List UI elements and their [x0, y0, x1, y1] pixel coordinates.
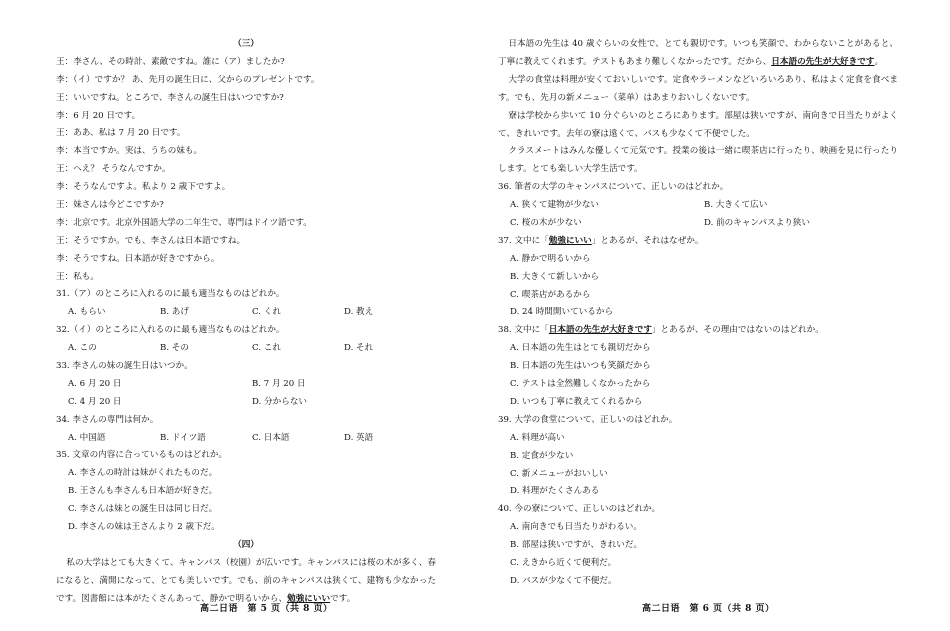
question-stem — [498, 322, 898, 340]
stem-text: 」とあるが、それはなぜか。 — [591, 235, 704, 246]
underlined-phrase: 日本語の先生が大好きです — [771, 56, 875, 67]
option-a: A. もらい — [68, 307, 106, 318]
option-d: D. 李さんの妹は王さんより 2 歳下だ。 — [68, 522, 220, 533]
option-c: C. 李さんは妹との誕生日は同じ日だ。 — [68, 504, 218, 515]
dialog-line: 王：李さん、その時計、素敵ですね。誰に（ア）ましたか? — [56, 56, 285, 67]
page-footer-left: 高二日语 第 5 页（共 8 页） — [200, 604, 333, 614]
dialog-line: 王：妹さんは今どこですか? — [56, 200, 164, 211]
dialog-line: 李：そうですね。日本語が好きですから。 — [56, 253, 220, 264]
dialog-line: 王：ああ、私は 7 月 20 日です。 — [56, 128, 186, 139]
option-b: B. ドイツ語 — [160, 432, 206, 443]
option-c: C. これ — [252, 343, 281, 354]
passage-paragraph — [498, 36, 898, 72]
dialog-line: 王：いいですね。ところで、李さんの誕生日はいつですか? — [56, 92, 284, 103]
option-d: D. それ — [344, 343, 374, 354]
option-a: A. 静かで明るいから — [510, 253, 591, 264]
question-stem: 34. 李さんの専門は何か。 — [56, 414, 159, 425]
page-footer-right: 高二日语 第 6 页（共 8 页） — [642, 604, 775, 614]
question-stem: 36. 筆者の大学のキャンパスについて、正しいのはどれか。 — [498, 182, 729, 193]
question-31 — [56, 286, 436, 322]
option-a: A. 中国語 — [68, 432, 106, 443]
option-a: A. 南向きでも日当たりがわるい。 — [510, 522, 642, 533]
option-d: D. 24 時間開いているから — [510, 307, 614, 318]
section-4-title: （四） — [233, 539, 259, 550]
option-b: B. あげ — [160, 307, 189, 318]
options-row — [56, 340, 436, 358]
question-39 — [498, 412, 898, 501]
option-c: C. えきから近くて便利だ。 — [510, 557, 617, 568]
stem-text: 」とあるが、その理由ではないのはどれか。 — [651, 325, 824, 336]
option-a: A. 日本語の先生はとても親切だから — [510, 343, 651, 354]
passage-paragraph: クラスメートはみんな優しくて元気です。授業の後は一緒に喫茶店に行ったり、映画を見に行ったりします。とても楽しい大学生活です。 — [498, 146, 898, 175]
dialog — [56, 54, 436, 287]
question-stem: 31.（ア）のところに入れるのに最も適当なものはどれか。 — [56, 289, 285, 300]
question-35 — [56, 447, 436, 536]
option-b: B. 部屋は狭いですが、きれいだ。 — [510, 540, 643, 551]
dialog-line: 王：へえ？ そうなんですか。 — [56, 164, 171, 175]
dialog-line: 王：そうですか。でも、李さんは日本語ですね。 — [56, 235, 246, 246]
question-34 — [56, 412, 436, 448]
option-a: A. 料理が高い — [510, 432, 565, 443]
option-b: B. 7 月 20 日 — [252, 378, 306, 389]
dialog-line: 李：6 月 20 日です。 — [56, 110, 141, 121]
option-a: A. 李さんの時計は妹がくれたものだ。 — [68, 468, 218, 479]
right-page — [498, 36, 898, 591]
option-d: D. バスが少なくて不便だ。 — [510, 575, 617, 586]
option-d: D. 分からない — [252, 396, 308, 407]
passage-paragraph: 大学の食堂は料理が安くておいしいです。定食やラーメンなどいろいろあり、私はよく定食を食べます。でも、先月の新メニュー（菜单）はあまりおいしくないです。 — [498, 74, 898, 103]
option-b: B. 大きくて広い — [704, 200, 768, 211]
option-c: C. 新メニューがおいしい — [510, 468, 608, 479]
options-row — [56, 376, 436, 394]
option-b: B. 王さんも李さんも日本語が好きだ。 — [68, 486, 218, 497]
underlined-phrase: 勉強にいい — [287, 593, 331, 604]
options-row — [498, 197, 898, 215]
underlined-phrase: 勉強にいい — [548, 235, 592, 246]
question-38 — [498, 322, 898, 411]
options-row — [56, 430, 436, 448]
dialog-line: 李：（イ）ですか？ あ、先月の誕生日に、父からのプレゼントです。 — [56, 74, 320, 85]
passage-text: です。 — [330, 593, 356, 604]
option-d: D. 前のキャンパスより狭い — [704, 218, 810, 229]
option-c: C. くれ — [252, 307, 281, 318]
option-b: B. その — [160, 343, 189, 354]
question-40 — [498, 501, 898, 590]
question-stem: 39. 大学の食堂について、正しいのはどれか。 — [498, 414, 678, 425]
question-stem: 33. 李さんの妹の誕生日はいつか。 — [56, 361, 193, 372]
dialog-line: 李：本当ですか。実は、うちの妹も。 — [56, 146, 203, 157]
question-36 — [498, 179, 898, 233]
options-row — [56, 394, 436, 412]
passage-text: 日本語の先生は 40 歳ぐらいの女性で、とても親切です。いつも笑顔で、わからないことがあると、丁寧に教えてくれます。テストもあまり難しくなかったです。だから、 — [498, 39, 898, 67]
option-a: A. この — [68, 343, 97, 354]
question-37 — [498, 233, 898, 322]
stem-text: 38. 文中に「 — [498, 325, 549, 336]
question-stem: 35. 文章の内容に合っているものはどれか。 — [56, 450, 228, 461]
option-b: B. 日本語の先生はいつも笑顔だから — [510, 361, 651, 372]
dialog-line: 李：北京です。北京外国語大学の二年生で、専門はドイツ語です。 — [56, 217, 312, 228]
option-c: C. テストは全然難しくなかったから — [510, 379, 651, 390]
option-d: D. 料理がたくさんある — [510, 486, 600, 497]
question-33 — [56, 358, 436, 412]
option-c: C. 喫茶店があるから — [510, 289, 591, 300]
question-32 — [56, 322, 436, 358]
option-c: C. 日本語 — [252, 432, 290, 443]
option-c: C. 4 月 20 日 — [68, 396, 122, 407]
options-row — [498, 215, 898, 233]
underlined-phrase: 日本語の先生が大好きです — [548, 325, 652, 336]
option-d: D. 教え — [344, 307, 374, 318]
dialog-line: 李：そうなんですよ。私より 2 歳下ですよ。 — [56, 182, 231, 193]
question-stem: 32.（イ）のところに入れるのに最も適当なものはどれか。 — [56, 325, 285, 336]
left-page — [56, 36, 436, 609]
option-c: C. 桜の木が少ない — [510, 218, 582, 229]
question-stem — [498, 233, 898, 251]
question-stem: 40. 今の寮について、正しいのはどれか。 — [498, 504, 661, 515]
option-a: A. 6 月 20 日 — [68, 378, 122, 389]
dialog-line: 王：私も。 — [56, 271, 99, 282]
option-d: D. いつも丁寧に教えてくれるから — [510, 396, 643, 407]
section-3-title: （三） — [233, 39, 259, 49]
option-b: B. 定食が少ない — [510, 450, 574, 461]
stem-text: 37. 文中に「 — [498, 235, 549, 246]
passage-text: 私の大学はとても大きくて、キャンパス（校園）が広いです。キャンパスには桜の木が多く、春になると、満開になって、とても美しいです。でも、前のキャンパスは狭くて、建物も少なかったです。図書館には本がたくさんあって、静かで明るいから、 — [56, 557, 436, 604]
passage-text: 。 — [874, 56, 884, 67]
option-d: D. 英語 — [344, 432, 374, 443]
option-b: B. 大きくて新しいから — [510, 271, 600, 282]
passage-paragraph: 寮は学校から歩いて 10 分ぐらいのところにあります。部屋は狭いですが、南向きで日当たりがよくて、きれいです。去年の寮は遠くて、バスも少なくて不便でした。 — [498, 110, 898, 139]
options-row — [56, 304, 436, 322]
option-a: A. 狭くて建物が少ない — [510, 200, 600, 211]
